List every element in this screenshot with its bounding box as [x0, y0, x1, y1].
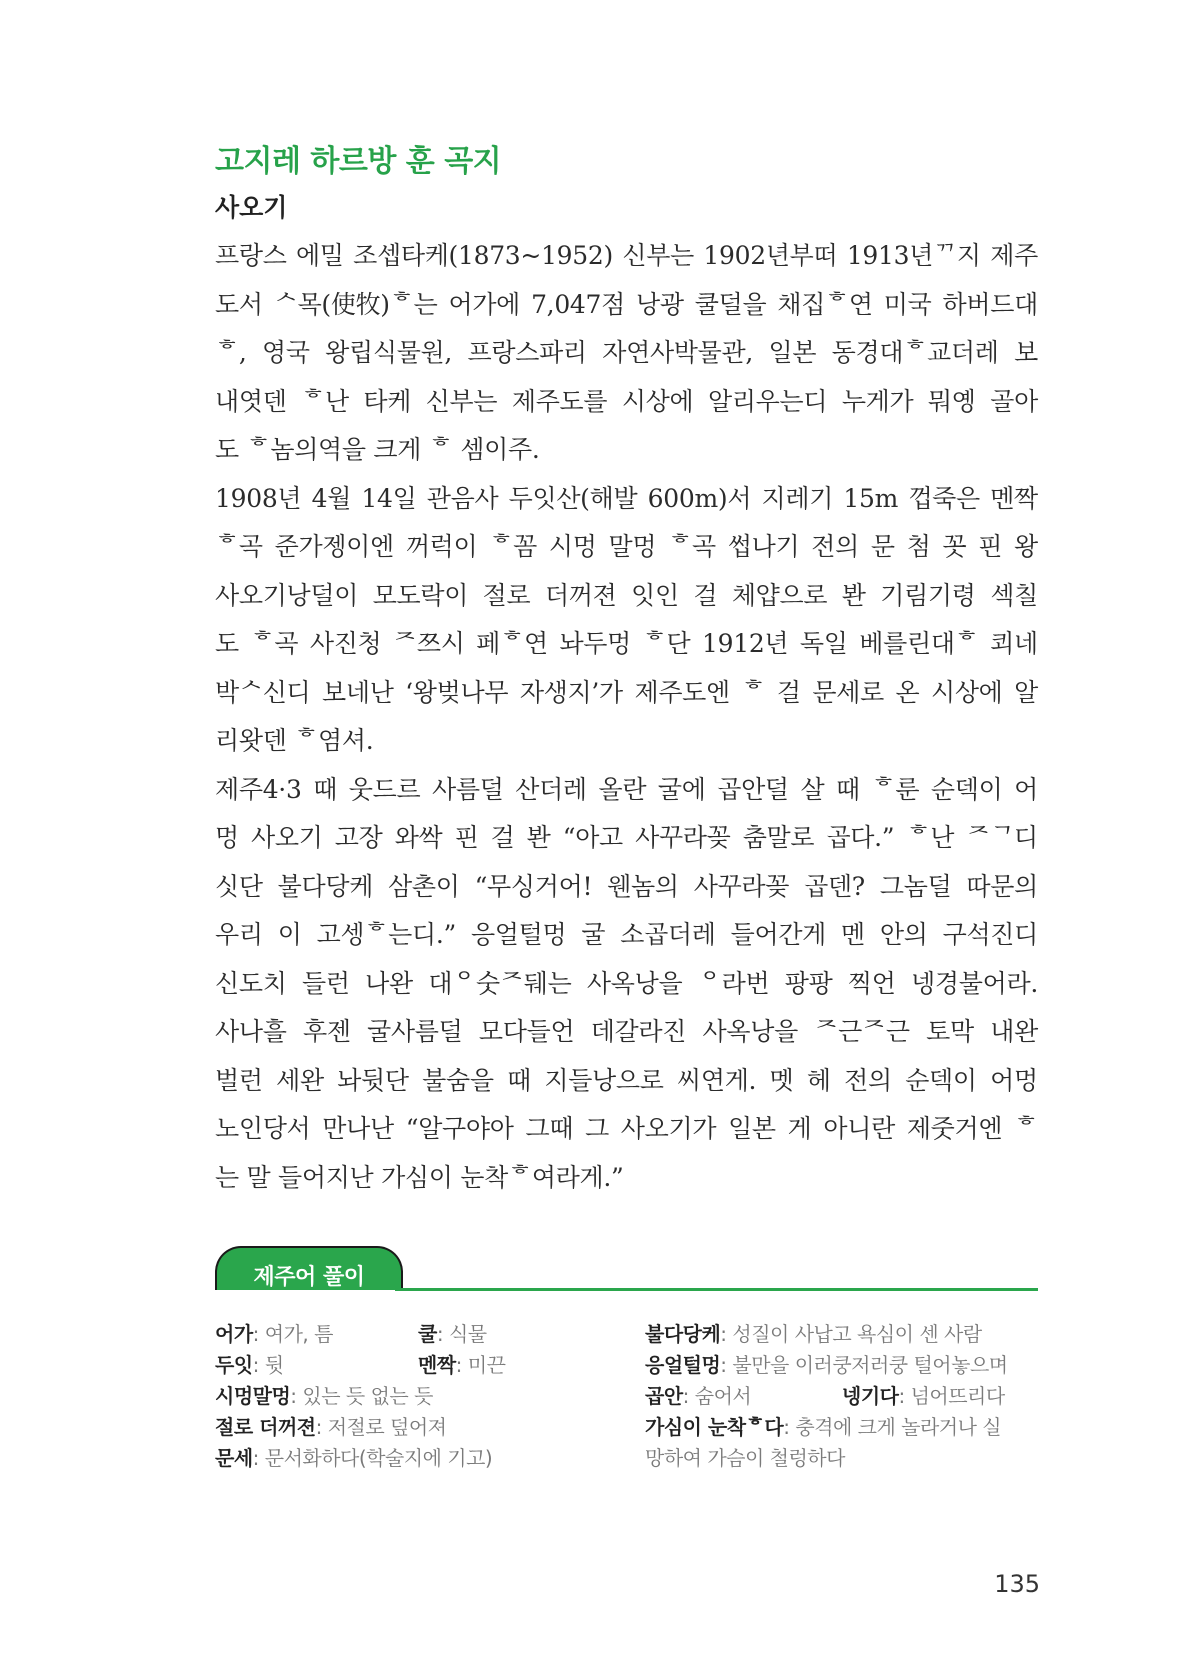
- body-word: 찍언: [847, 968, 896, 998]
- body-word: 어가에: [448, 289, 521, 319]
- body-word: 그때: [525, 1114, 574, 1143]
- body-word: 내완: [990, 1017, 1038, 1046]
- body-word: 후젠: [302, 1017, 351, 1046]
- body-word: 보네난: [322, 677, 394, 707]
- glossary-definition: 저절로 덮어져: [327, 1415, 447, 1439]
- body-word: ᄌ쯔시: [393, 629, 465, 658]
- body-word: 세완: [276, 1065, 324, 1095]
- body-word: 7,047점: [531, 289, 625, 319]
- body-word: 누게가: [841, 386, 914, 416]
- body-word: 1902년부떠: [703, 241, 838, 270]
- body-word: 말멍: [608, 532, 657, 561]
- body-word: 사꾸라꽂: [693, 871, 790, 901]
- body-word: 절로: [482, 580, 531, 610]
- body-word: 시상에: [621, 386, 694, 416]
- body-word: 채집ᄒ연: [777, 289, 873, 319]
- body-word: 리왓덴: [215, 726, 295, 755]
- body-word: 삼촌이: [388, 871, 460, 901]
- body-word: 관음사: [426, 483, 499, 513]
- body-word: 대ᄋ숫ᄌ뒈는: [428, 968, 572, 998]
- body-word: 14일: [361, 483, 417, 513]
- body-word: 영국: [261, 338, 310, 367]
- body-word: 핀: [978, 532, 1003, 561]
- body-line: [215, 669, 1038, 718]
- body-word: 핀: [454, 823, 479, 852]
- body-word: 셈이주.: [460, 435, 540, 464]
- body-word: 제줏거엔: [906, 1114, 1003, 1143]
- body-word: 4월: [311, 483, 352, 513]
- body-word: 사오기가: [620, 1114, 717, 1143]
- body-word: 조셉타케(1873~1952): [353, 241, 613, 270]
- body-word: ‘왕벚나무: [405, 677, 509, 707]
- body-word: 들어지난: [278, 1162, 382, 1192]
- body-line: [215, 814, 1038, 863]
- body-word: 구석진디: [942, 920, 1038, 949]
- body-word: 사오기: [251, 823, 323, 852]
- body-word: 산더레: [515, 774, 587, 804]
- glossary-term: 쿨: [418, 1322, 437, 1346]
- body-word: 왕립식물원,: [325, 338, 453, 367]
- body-word: 굴: [581, 920, 606, 949]
- body-word: 알: [1014, 677, 1038, 707]
- body-word: 일본: [768, 338, 817, 367]
- body-word: “아고: [562, 823, 623, 852]
- glossary-entry: 응얼털멍: 불만을 이러쿵저러쿵 털어놓으며: [645, 1353, 1008, 1377]
- body-word: 크게: [373, 435, 429, 464]
- glossary-entry: 가심이 눈착ᄒ다: 충격에 크게 놀라거나 실: [645, 1415, 1002, 1439]
- body-word: 팡팡: [784, 968, 833, 998]
- body-word: 이: [277, 920, 302, 949]
- body-line: [215, 281, 1038, 330]
- body-word: 전의: [844, 1065, 892, 1095]
- body-line: [215, 232, 1038, 281]
- body-word: 춤말로: [742, 823, 815, 852]
- body-line: [215, 620, 1038, 669]
- body-word: 굴사름덜: [367, 1017, 463, 1046]
- glossary-definition: 숨어서: [694, 1384, 752, 1408]
- glossary-term: 넹기다: [842, 1384, 899, 1408]
- body-word: 두잇산(해발: [508, 483, 638, 513]
- body-word: 문: [870, 532, 895, 561]
- glossary-definition: 넘어뜨리다: [910, 1384, 1005, 1408]
- body-word: 하버드대: [942, 289, 1038, 319]
- poem-title: 사오기: [215, 193, 288, 222]
- body-word: 순덱이: [905, 1065, 977, 1095]
- body-line: [215, 1057, 1038, 1106]
- body-word: 독일: [799, 629, 848, 658]
- body-word: 섹칠: [990, 580, 1038, 610]
- body-word: 꼿: [942, 532, 967, 561]
- body-word: 베를린대ᄒ: [859, 629, 979, 658]
- body-line: [215, 1154, 1038, 1203]
- glossary-entry: 두잇: 뒷: [215, 1353, 284, 1377]
- body-word: 알리우는디: [707, 386, 828, 416]
- body-word: 벌런: [215, 1065, 263, 1095]
- glossary-term: 문세: [215, 1446, 253, 1470]
- glossary-definition: 충격에 크게 놀라거나 실: [795, 1415, 1002, 1439]
- body-word: 걸: [693, 580, 718, 610]
- body-word: 멘: [841, 920, 865, 949]
- body-word: 뭐옝: [927, 386, 976, 416]
- body-word: 사꾸라꽂: [635, 823, 731, 852]
- body-word: ᄋ라번: [697, 968, 770, 998]
- body-word: 사옥낭을: [702, 1017, 798, 1046]
- body-word: 도서: [215, 289, 263, 319]
- body-word: 모도락이: [372, 580, 469, 610]
- body-word: 웃드르: [348, 774, 421, 804]
- body-word: 신부는: [622, 241, 694, 270]
- body-word: 씨연게.: [677, 1065, 757, 1095]
- body-word: 쾨네: [990, 629, 1038, 658]
- glossary-term: 응얼털멍: [645, 1353, 721, 1377]
- body-word: 때: [507, 1065, 531, 1095]
- body-word: 봔: [841, 580, 866, 610]
- body-word: 제주4·3: [215, 774, 302, 804]
- body-word: 싯단: [215, 871, 263, 901]
- body-word: 잇인: [631, 580, 679, 610]
- body-word: 일본: [728, 1114, 776, 1143]
- glossary-entry: 쿨: 식물: [418, 1322, 487, 1346]
- body-word: 와싹: [394, 823, 443, 852]
- body-word: 그: [585, 1114, 609, 1143]
- body-word: 1913년ᄁ지: [846, 241, 981, 270]
- body-word: ᄒ염셔.: [294, 726, 374, 755]
- glossary-term: 가심이 눈착ᄒ다: [645, 1415, 784, 1439]
- body-word: 첨: [906, 532, 931, 561]
- body-word: 신부는: [425, 386, 498, 416]
- body-word: 프랑스: [215, 241, 287, 270]
- body-word: 에밀: [296, 241, 344, 270]
- glossary-term: 두잇: [215, 1353, 253, 1377]
- body-word: 페ᄒ연: [476, 629, 548, 658]
- body-word: 불숨을: [422, 1065, 494, 1095]
- body-word: 온: [895, 677, 920, 707]
- body-word: 안의: [879, 920, 928, 949]
- body-line: [215, 1105, 1038, 1154]
- body-line: [215, 911, 1038, 960]
- body-word: 체얍으로: [731, 580, 828, 610]
- body-word: 살: [800, 774, 825, 804]
- glossary-entry: 시멍말멍: 있는 듯 없는 듯: [215, 1384, 433, 1408]
- body-word: 1908년: [215, 483, 302, 513]
- body-word: ᄒ: [741, 677, 766, 707]
- body-word: 웬놈의: [607, 871, 679, 901]
- body-word: 올란: [598, 774, 647, 804]
- body-text: [215, 232, 1038, 1202]
- body-line: [215, 1008, 1038, 1057]
- body-word: 기림기령: [880, 580, 976, 610]
- body-word: 놔두멍: [559, 629, 632, 658]
- body-word: 보: [1014, 338, 1038, 367]
- body-line: [215, 523, 1038, 572]
- body-word: 지들낭으로: [544, 1065, 664, 1095]
- body-word: ᄒ곡: [215, 532, 263, 561]
- body-word: 그놈덜: [879, 871, 952, 901]
- body-word: 자연사박물관,: [602, 338, 753, 367]
- body-word: 제주도를: [511, 386, 608, 416]
- glossary-definition: 미끈: [467, 1353, 506, 1377]
- body-word: 쿨덜을: [694, 289, 767, 319]
- body-word: 프랑스파리: [467, 338, 587, 367]
- body-word: 불다당케: [277, 871, 374, 901]
- section-title: 고지레 하르방 훈 곡지: [215, 144, 502, 179]
- body-word: 신도치: [215, 968, 287, 998]
- body-line: [215, 572, 1038, 621]
- body-word: 들어간게: [730, 920, 827, 949]
- body-word: 순덱이: [930, 774, 1003, 804]
- body-word: 미국: [883, 289, 932, 319]
- body-word: 제주도엔: [634, 677, 730, 707]
- body-word: 헤: [806, 1065, 831, 1095]
- body-word: 때: [313, 774, 338, 804]
- body-word: 낭광: [636, 289, 684, 319]
- body-word: ᄌᄀ디: [966, 823, 1038, 852]
- glossary-tab: [215, 1246, 403, 1290]
- body-word: ᄒ꼼: [489, 532, 537, 561]
- body-word: 게: [787, 1114, 812, 1143]
- body-word: 박ᄉ신디: [215, 677, 311, 707]
- body-word: ᄒ곡: [250, 629, 299, 658]
- body-word: 600m)서: [647, 483, 752, 513]
- body-word: 만나난: [322, 1114, 394, 1143]
- body-word: 문세로: [812, 677, 884, 707]
- body-word: 사옥낭을: [586, 968, 683, 998]
- body-word: ᄒ룬: [871, 774, 920, 804]
- body-word: 자생지’가: [519, 677, 623, 707]
- body-word: ᄒ놈의역을: [246, 435, 374, 464]
- body-word: 가심이: [381, 1162, 461, 1192]
- glossary-divider: [395, 1288, 1038, 1291]
- glossary-entry: 넹기다: 넘어뜨리다: [842, 1384, 1005, 1408]
- body-word: 전의: [811, 532, 859, 561]
- body-word: 말: [246, 1162, 278, 1192]
- body-word: 넹경불어라.: [911, 968, 1038, 998]
- glossary-entry: 절로 더꺼젼: 저절로 덮어져: [215, 1415, 447, 1439]
- glossary-definition: 뒷: [264, 1353, 284, 1377]
- glossary-term: 불다당케: [645, 1322, 721, 1346]
- body-word: 응얼털멍: [470, 920, 567, 949]
- body-word: 따문의: [966, 871, 1038, 901]
- body-line: [215, 717, 1038, 766]
- body-word: 고장: [334, 823, 383, 852]
- glossary-continuation: [645, 1442, 845, 1471]
- body-word: 곱덴?: [804, 871, 865, 901]
- body-line: [215, 863, 1038, 912]
- body-word: 왕: [1014, 532, 1038, 561]
- body-word: 사진청: [309, 629, 382, 658]
- body-line: [215, 475, 1038, 524]
- body-line: [215, 960, 1038, 1009]
- body-word: 사름덜: [432, 774, 504, 804]
- body-word: 걸: [776, 677, 801, 707]
- body-word: 멧: [769, 1065, 794, 1095]
- body-word: 때: [835, 774, 860, 804]
- glossary-term: 곱안: [645, 1384, 683, 1408]
- body-word: 내엿덴: [215, 386, 287, 416]
- body-line: [215, 378, 1038, 427]
- body-line: [215, 766, 1038, 815]
- body-word: 썹나기: [727, 532, 800, 561]
- body-word: 아니란: [823, 1114, 895, 1143]
- glossary-header: [215, 1246, 1038, 1291]
- body-word: 나완: [365, 968, 413, 998]
- body-word: 도: [215, 435, 247, 464]
- body-word: 걸: [490, 823, 515, 852]
- glossary-entry: 어가: 여가, 틈: [215, 1322, 333, 1346]
- glossary-title: 제주어 풀이: [253, 1265, 365, 1290]
- body-word: 는: [215, 1162, 247, 1192]
- glossary-definition: 있는 듯 없는 듯: [302, 1384, 433, 1408]
- body-word: 지레기: [761, 483, 834, 513]
- glossary-definition: 불만을 이러쿵저러쿵 털어놓으며: [732, 1353, 1008, 1377]
- body-word: ᄒ,: [215, 338, 247, 367]
- glossary-term: 멘짝: [418, 1353, 456, 1377]
- body-word: 1912년: [702, 629, 789, 658]
- body-word: 시멍: [548, 532, 597, 561]
- body-word: 사나흘: [215, 1017, 287, 1046]
- body-word: 동경대ᄒ교더레: [831, 338, 999, 367]
- body-word: 제주: [990, 241, 1038, 270]
- body-word: 토막: [926, 1017, 974, 1046]
- body-word: 곱다.”: [826, 823, 895, 852]
- body-word: ᄒ단: [642, 629, 691, 658]
- body-word: 데갈라진: [590, 1017, 687, 1046]
- body-word: ᄒ: [428, 435, 461, 464]
- glossary-entry: 문세: 문서화하다(학술지에 기고): [215, 1446, 493, 1470]
- body-word: ᄒ난: [906, 823, 955, 852]
- body-word: “무싱거어!: [474, 871, 593, 901]
- body-word: 우리: [215, 920, 263, 949]
- body-line: [215, 426, 1038, 475]
- glossary-entry: 곱안: 숨어서: [645, 1384, 752, 1408]
- glossary-definition: 망하여 가슴이 철렁하다: [645, 1446, 845, 1470]
- body-word: 껍죽은: [908, 483, 980, 513]
- body-word: 타케: [363, 386, 412, 416]
- body-word: 곱안덜: [717, 774, 789, 804]
- body-word: ᄒ곡: [668, 532, 716, 561]
- body-word: 골아: [990, 386, 1038, 416]
- body-word: 꺼럭이: [405, 532, 478, 561]
- body-word: 15m: [843, 483, 898, 513]
- glossary-term: 어가: [215, 1322, 253, 1346]
- body-word: 눈착ᄒ여라게.”: [460, 1162, 624, 1192]
- body-word: 멍: [215, 823, 239, 852]
- body-word: ᄒ난: [301, 386, 349, 416]
- body-word: ᄌ근ᄌ근: [814, 1017, 910, 1046]
- glossary-term: 절로 더꺼젼: [215, 1415, 316, 1439]
- page-number: 135: [994, 1570, 1040, 1598]
- body-word: 소곱더레: [620, 920, 716, 949]
- body-word: 들런: [302, 968, 350, 998]
- body-word: 어: [1014, 774, 1038, 804]
- body-word: 고셍ᄒ는디.”: [316, 920, 456, 949]
- glossary-definition: 식물: [448, 1322, 487, 1346]
- body-word: 준가젱이엔: [274, 532, 394, 561]
- glossary-entry: 멘짝: 미끈: [418, 1353, 506, 1377]
- body-word: 굴에: [657, 774, 706, 804]
- glossary-definition: 성질이 사납고 욕심이 센 사람: [732, 1322, 982, 1346]
- body-word: 사오기낭덜이: [215, 580, 359, 610]
- body-line: [215, 329, 1038, 378]
- body-word: “알구야아: [405, 1114, 514, 1143]
- glossary-definition: 문서화하다(학술지에 기고): [264, 1446, 493, 1470]
- body-word: 모다들언: [478, 1017, 575, 1046]
- body-word: 시상에: [930, 677, 1003, 707]
- body-word: 더꺼젼: [544, 580, 617, 610]
- glossary-entry: 불다당케: 성질이 사납고 욕심이 센 사람: [645, 1322, 982, 1346]
- body-word: ᄒ: [1014, 1114, 1038, 1143]
- body-word: 봔: [526, 823, 551, 852]
- glossary-term: 시멍말멍: [215, 1384, 291, 1408]
- body-word: 놔뒷단: [337, 1065, 409, 1095]
- body-word: 도: [215, 629, 239, 658]
- body-word: 노인당서: [215, 1114, 311, 1143]
- body-word: ᄉ목(使牧)ᄒ는: [273, 289, 438, 319]
- body-word: 어멍: [990, 1065, 1038, 1095]
- glossary-definition: 여가, 틈: [264, 1322, 333, 1346]
- body-word: 멘짝: [990, 483, 1038, 513]
